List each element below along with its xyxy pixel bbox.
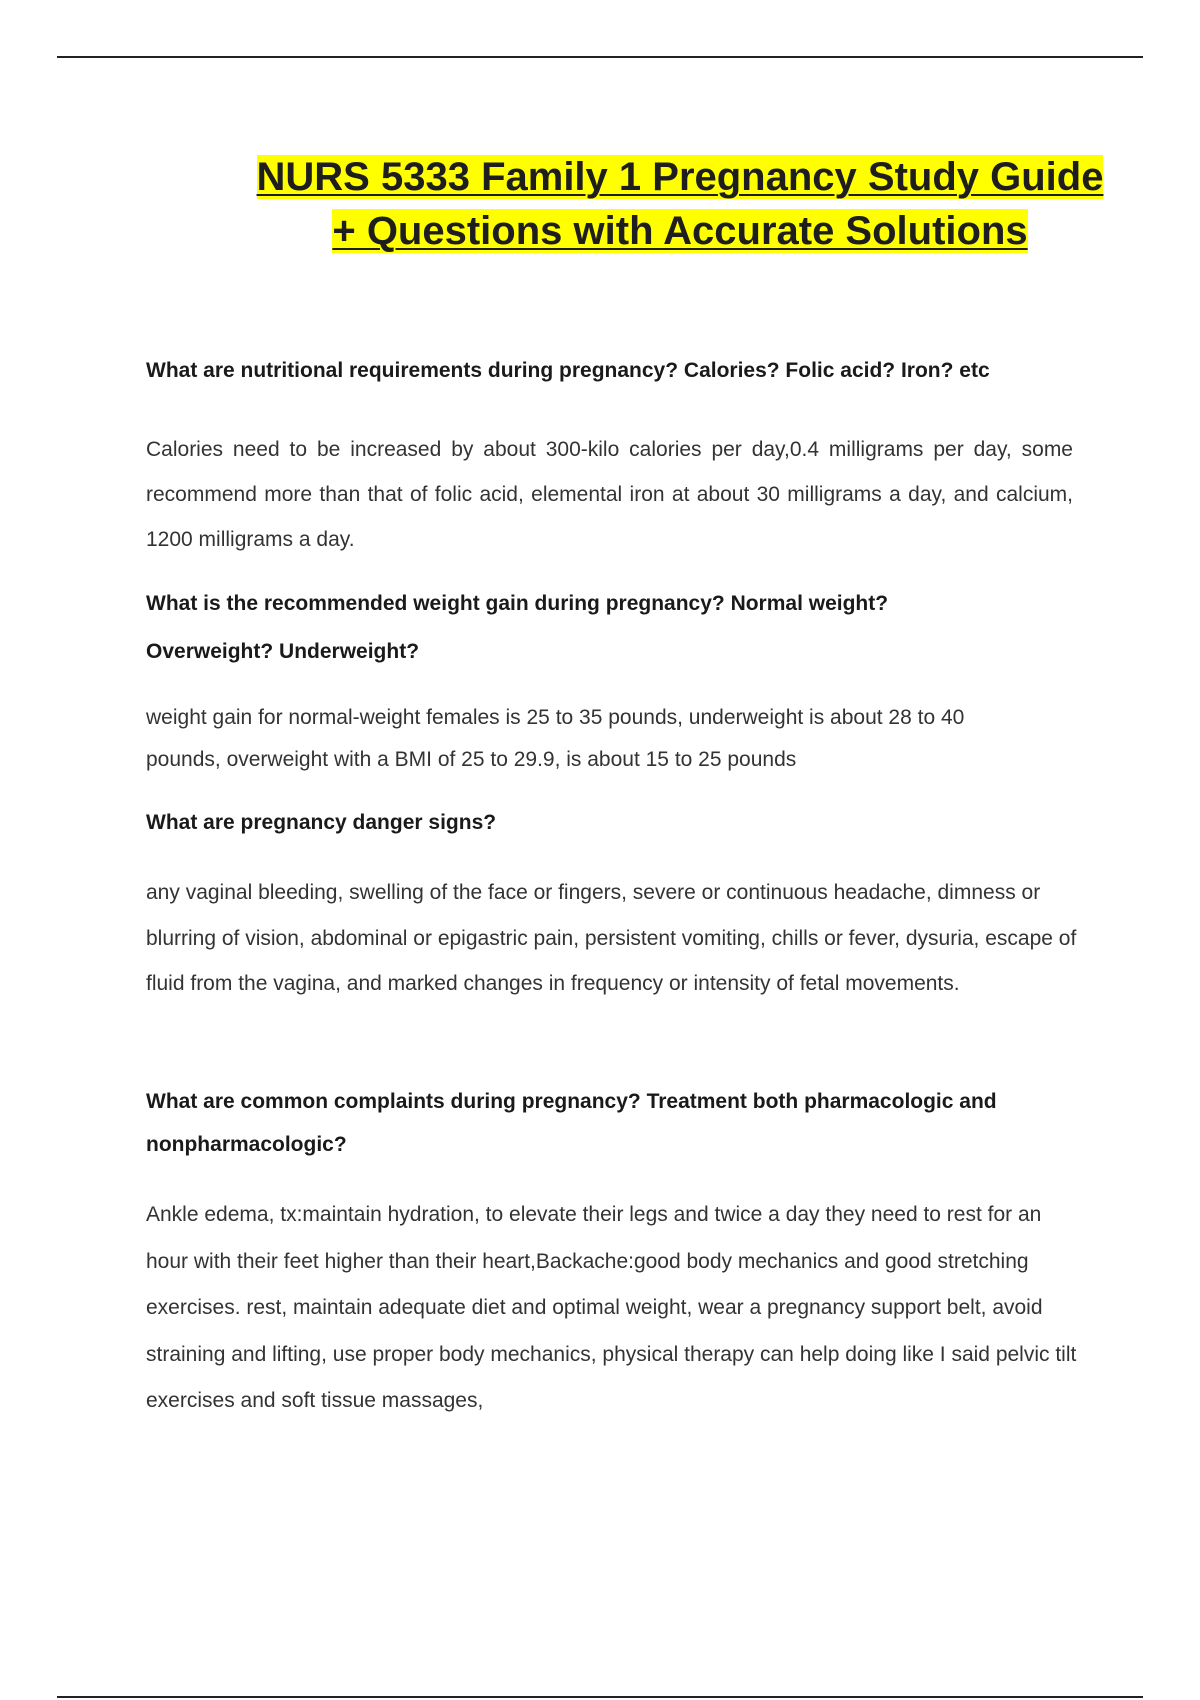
answer-4: Ankle edema, tx:maintain hydration, to elevate their legs and twice a day they need to rest for an hour with their feet higher than their heart,Backache:good body mechanics and good stretching exercises. rest, maintain adequate diet and optimal weight, wear a pregnancy support belt, avoid straining and lifting, use proper body mechanics, physical therapy can help doing like I said pelvic tilt exercises and soft tissue massages, [146,1203,1077,1412]
question-1: What are nutritional requirements during pregnancy? Calories? Folic acid? Iron? etc [146,359,990,382]
question-4: What are common complaints during pregnancy? Treatment both pharmacologic and nonpharmacologic? [146,1090,997,1156]
answer-1: Calories need to be increased by about 300-kilo calories per day,0.4 milligrams per day, some recommend more than that of folic acid, elemental iron at about 30 milligrams a day, and calcium, 1200 milligrams a day. [146,438,1073,551]
document-title [250,150,1110,258]
question-2: What is the recommended weight gain during pregnancy? Normal weight? Overweight? Underweight? [146,592,889,663]
document-title-text: NURS 5333 Family 1 Pregnancy Study Guide + Questions with Accurate Solutions [256,155,1104,253]
bottom-rule [57,1696,1143,1698]
question-3: What are pregnancy danger signs? [146,811,497,834]
answer-2: weight gain for normal-weight females is 25 to 35 pounds, underweight is about 28 to 40 pounds, overweight with a BMI of 25 to 29.9, is about 15 to 25 pounds [146,706,965,771]
answer-3: any vaginal bleeding, swelling of the face or fingers, severe or continuous headache, dimness or blurring of vision, abdominal or epigastric pain, persistent vomiting, chills or fever, dysuria, escape of fluid from the vagina, and marked changes in frequency or intensity of fetal movements. [146,881,1077,995]
top-rule [57,56,1143,58]
